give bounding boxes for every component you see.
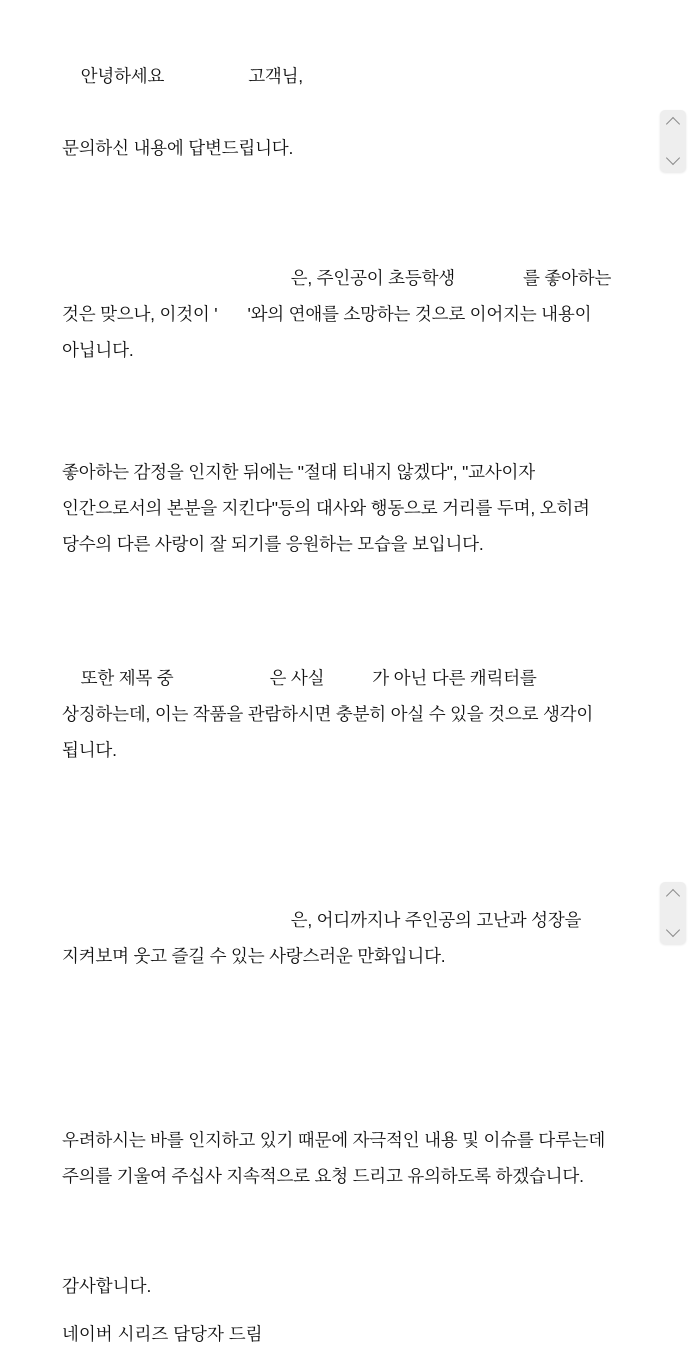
paragraph-2: 좋아하는 감정을 인지한 뒤에는 "절대 티내지 않겠다", "교사이자 인간으로서의 본분을 지킨다"등의 대사와 행동으로 거리를 두며, 오히려 당수의 다른 사랑이 잘 되기를 응원하는 모습을 보입니다. [62,462,595,554]
paragraph-3-seg-1: 또한 제목 중 [80,668,174,688]
chevron-up-icon[interactable] [666,116,680,130]
scroll-control-top[interactable] [660,110,686,172]
spacer [62,1304,620,1316]
chevron-down-icon[interactable] [666,152,680,166]
paragraph-3 [62,624,620,804]
chevron-down-icon[interactable] [666,924,680,938]
paragraph-1-seg-3: '와의 연애를 소망하는 것으로 이어지는 내용이 아닙니다. [62,304,596,360]
scroll-control-bottom[interactable] [660,882,686,944]
spacer [62,1072,620,1122]
closing-line: 감사합니다. [62,1276,152,1296]
spacer [62,404,620,454]
signature-line: 네이버 시리즈 담당자 드림 [62,1324,263,1344]
paragraph-1-seg-2: 를 좋아하는 것은 맞으나, 이것이 ' [62,268,616,324]
spacer [62,1256,620,1268]
greeting-suffix: 고객님, [248,66,303,86]
spacer [62,166,620,224]
paragraph-3-seg-3: 가 아닌 다른 캐릭터를 상징하는데, 이는 작품을 관람하시면 충분히 아실 수 있을 것으로 생각이 됩니다. [62,668,598,760]
greeting-line [62,22,620,130]
spacer [62,804,620,866]
chevron-up-icon[interactable] [666,888,680,902]
paragraph-3-seg-2: 은 사실 [269,668,325,688]
intro-line: 문의하신 내용에 답변드립니다. [62,138,294,158]
paragraph-1-seg-1: 은, 주인공이 초등학생 [290,268,455,288]
greeting-text: 안녕하세요 [80,66,165,86]
spacer [62,1010,620,1072]
paragraph-1 [62,224,620,404]
spacer [62,562,620,624]
paragraph-4-text: 은, 어디까지나 주인공의 고난과 성장을 지켜보며 웃고 즐길 수 있는 사랑스러운 만화입니다. [62,910,586,966]
paragraph-5: 우려하시는 바를 인지하고 있기 때문에 자극적인 내용 및 이슈를 다루는데 주의를 기울여 주십사 지속적으로 요청 드리고 유의하도록 하겠습니다. [62,1130,610,1186]
spacer [62,1194,620,1256]
paragraph-4 [62,866,620,1010]
